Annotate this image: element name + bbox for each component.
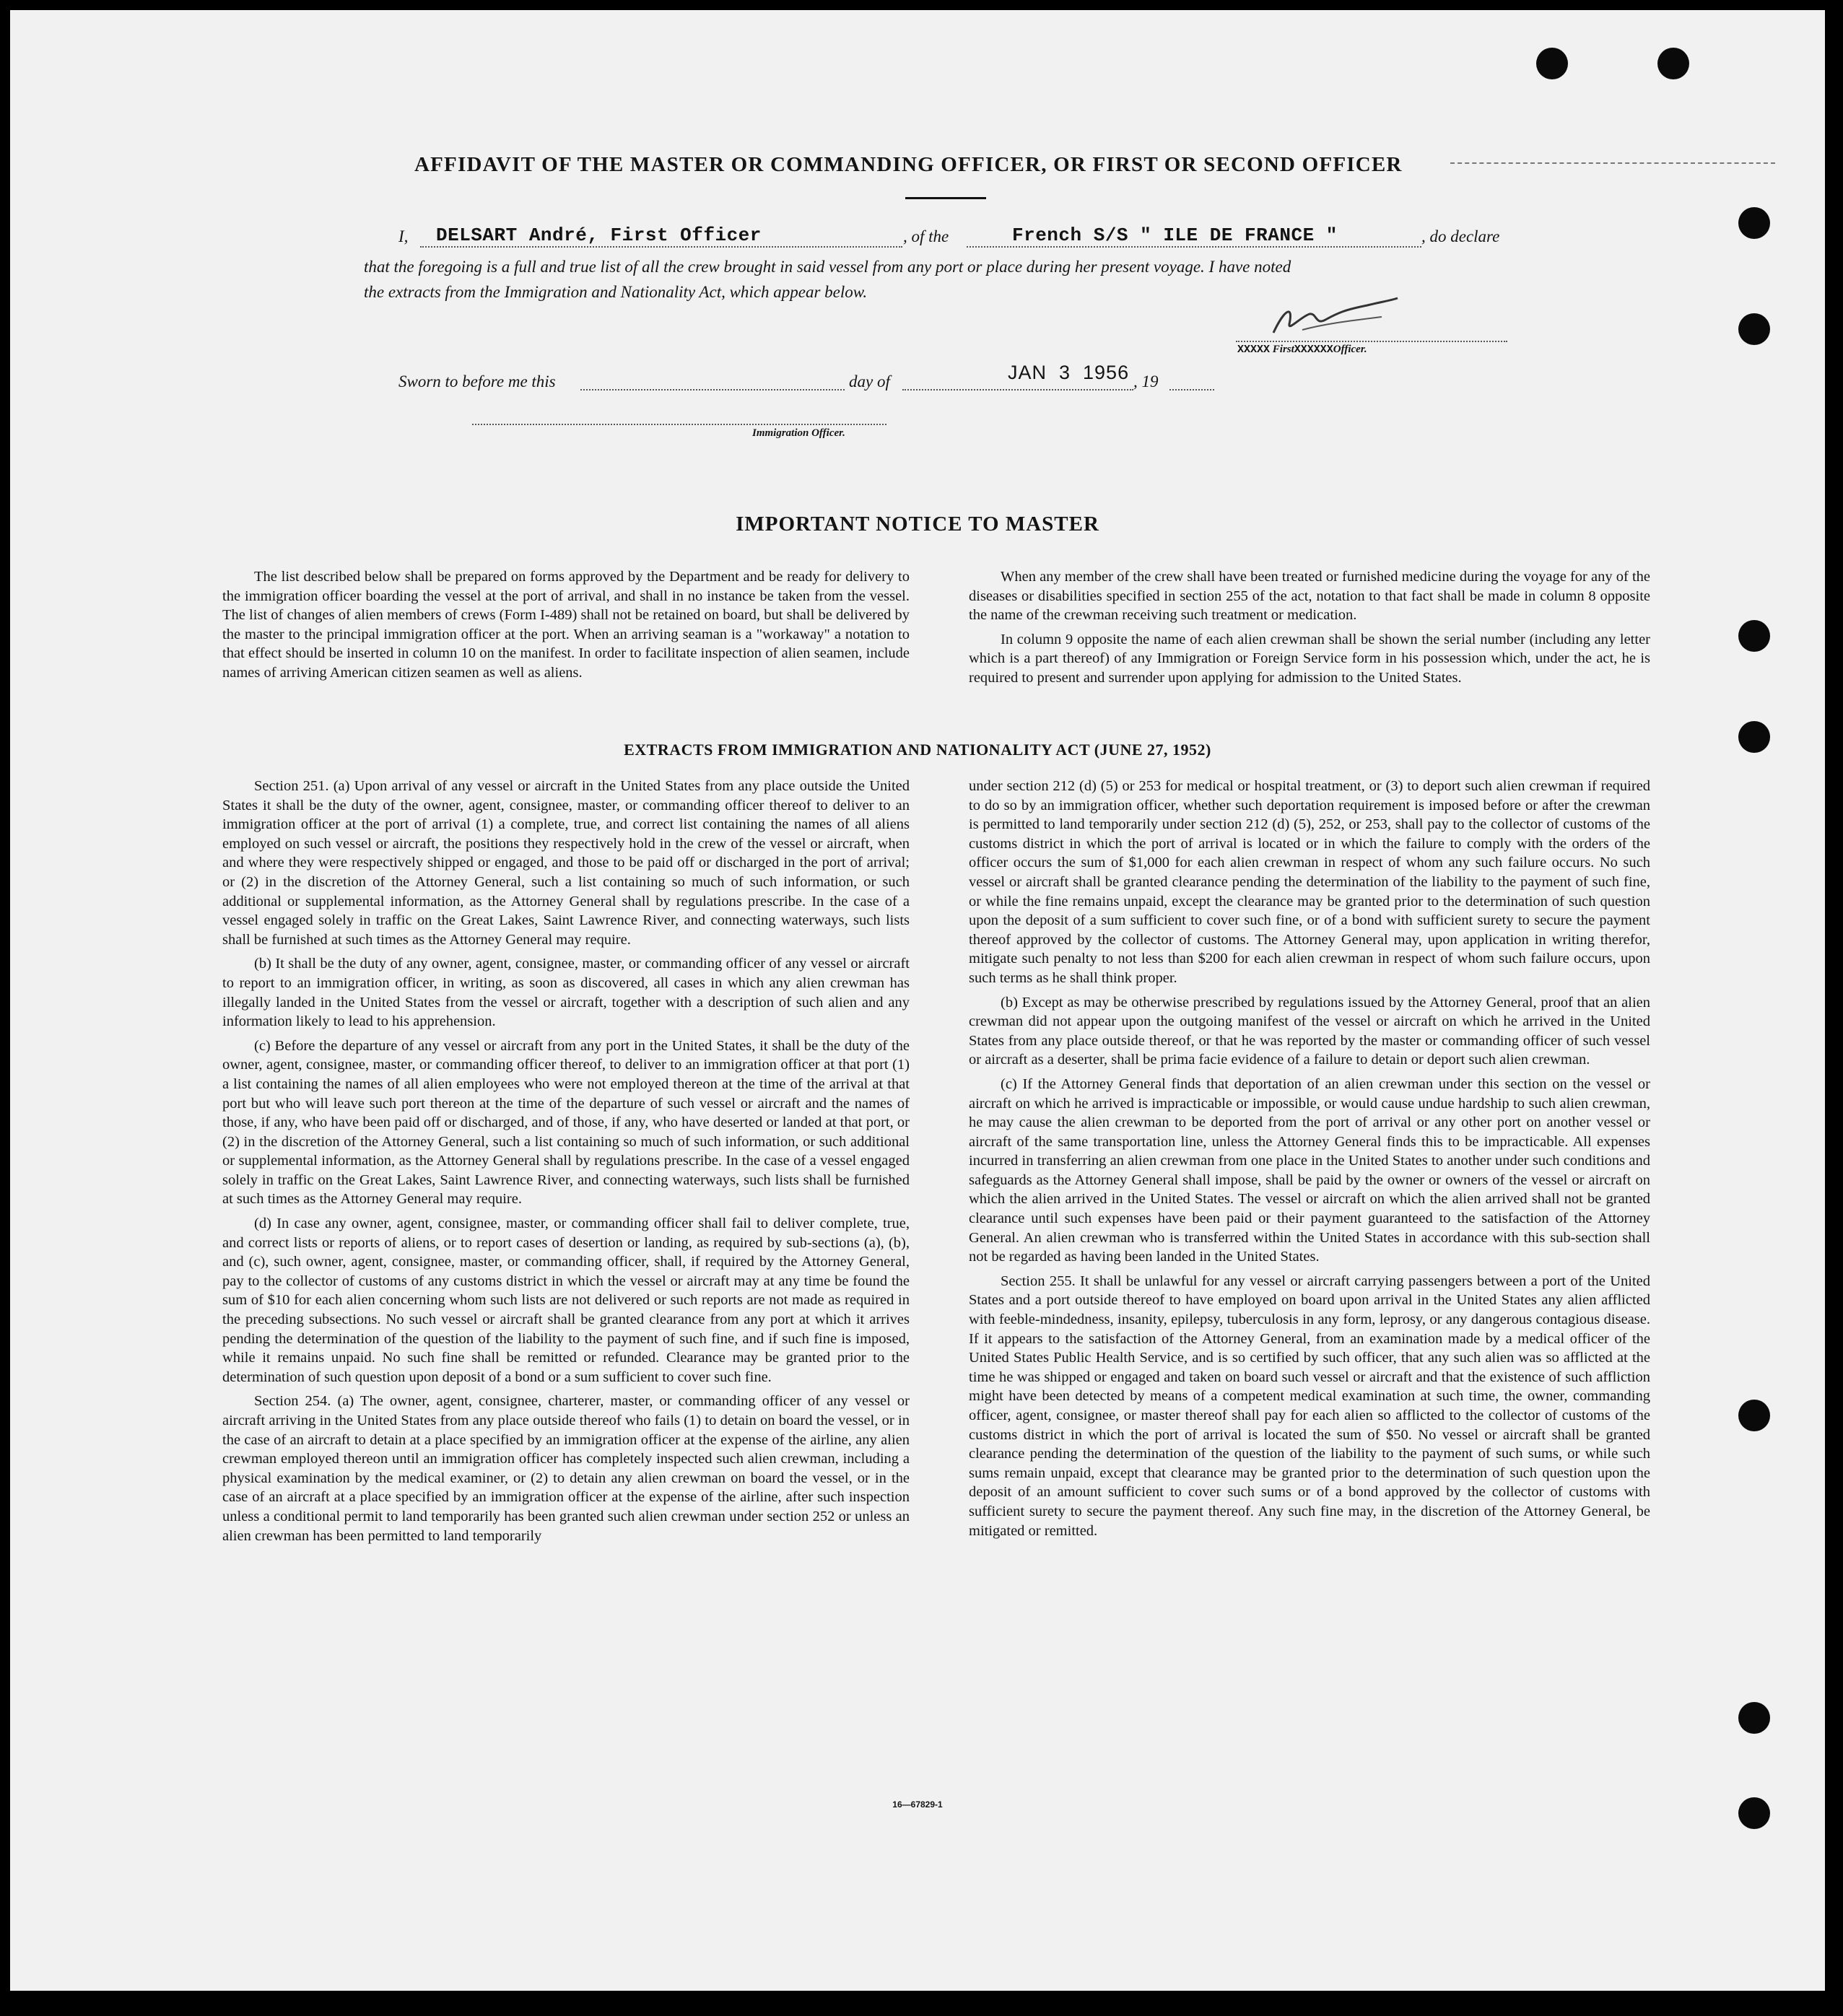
affidavit-title: AFFIDAVIT OF THE MASTER OR COMMANDING OFFICER, OR FIRST OR SECOND OFFICER	[414, 153, 1403, 176]
form-number: 16—67829-1	[892, 1799, 943, 1810]
punch-hole	[1536, 48, 1568, 79]
act-section-paragraph: (d) In case any owner, agent, consignee, master, or commanding officer shall fail to deliver complete, true, and correct lists or reports of aliens, or to report cases of desertion or landing, as required by sub-sections (a), (b), and (c), such owner, agent, consignee, master, or commanding officer, shall, if required by the Attorney General, pay to the collector of customs of any customs district in which the vessel or aircraft may at any time be found the sum of $10 for each alien concerning whom such lists are not delivered or such reports are not made as required in the preceding subsections. No such vessel or aircraft shall be granted clearance from any port at which it arrives pending the determination of the question of the liability to the payment of such fine, and if such fine is imposed, while it remains unpaid. No such fine shall be remitted or refunded. Clearance may be granted prior to the determination of such question upon deposit of a bond or a sum sufficient to cover such fine.	[222, 1216, 910, 1385]
punch-hole	[1738, 207, 1770, 239]
notice-paragraph: The list described below shall be prepared on forms approved by the Department and be ready for delivery to the immigration officer boarding the vessel at the port of arrival, and shall in no instance be taken from the vessel. The list of changes of alien members of crews (Form I-489) shall not be retained on board, but shall be delivered by the master to the principal immigration officer at the port. When an arriving seaman is a "workaway" a notation to that effect should be inserted in column 10 on the manifest. In order to facilitate inspection of alien seamen, include names of arriving American citizen seamen as well as aliens.	[222, 569, 910, 681]
first-label: First	[1272, 344, 1294, 355]
name-blank	[420, 246, 902, 248]
immigration-officer-line	[472, 424, 886, 425]
officer-title-line	[1237, 344, 1367, 356]
act-section-paragraph: (c) Before the departure of any vessel or aircraft from any port in the United States, it shall be the duty of the owner, agent, consignee, master, or commanding officer thereof, to deliver to an immigration officer at that port (1) a list containing the names of all alien employees who were not employed thereon at the time of the arrival at that port but who will leave such port thereon at the time of the departure of such vessel or aircraft and the names of those, if any, who have been paid off or discharged, and of those, if any, who have deserted or landed at that port, or (2) in the discretion of the Attorney General, such a list containing so much of such information, or such additional or supplemental information, as the Attorney General shall by regulations prescribe. In the case of a vessel engaged solely in traffic on the Great Lakes, Saint Lawrence River, and connecting waterways, such lists shall be furnished at such times as the Attorney General may require.	[222, 1037, 910, 1208]
act-section-paragraph: (b) Except as may be otherwise prescribed by regulations issued by the Attorney General, proof that an alien crewman did not appear upon the outgoing manifest of the vessel or aircraft on which he arrived in the United States from any place outside thereof, or that he was reported by the master or commanding officer of such vessel or aircraft as a deserter, shall be prima facie evidence of a failure to detain or deport such alien crewman.	[969, 994, 1650, 1068]
vessel-name: French S/S " ILE DE FRANCE "	[1012, 224, 1338, 246]
act-section-paragraph: (c) If the Attorney General finds that deportation of an alien crewman under this section on the vessel or aircraft on which he arrived is impracticable or impossible, or would cause undue hardship to such alien crewman, he may cause the alien crewman to be deported from the port of arrival or any other port on another vessel or aircraft of the same transportation line, unless the Attorney General finds this to be impracticable. All expenses incurred in transferring an alien crewman from one place in the United States to another under such conditions and safeguards as the Attorney General shall impose, shall be paid by the owner or owners of the vessel or aircraft on which the alien arrived in the United States. The vessel or aircraft on which the alien arrived shall not be granted clearance until such expenses have been paid or their payment guaranteed to the satisfaction of the Attorney General. An alien crewman who is transferred within the United States in accordance with this sub-section shall not be regarded as having been landed in the United States.	[969, 1075, 1650, 1265]
extracts-left-column	[222, 777, 910, 1550]
signature-line	[1236, 341, 1507, 342]
notice-left-column	[222, 567, 910, 688]
notice-paragraph: When any member of the crew shall have been treated or furnished medicine during the voyage for any of the diseases or disabilities specified in section 255 of the act, notation to that fact shall be made in column 8 opposite the name of the crewman receiving such treatment or medication.	[969, 569, 1650, 624]
year-blank	[1169, 389, 1214, 390]
decl-do-declare: , do declare	[1421, 227, 1500, 245]
decl-of-the: , of the	[903, 227, 949, 245]
act-section-paragraph: Section 251. (a) Upon arrival of any vessel or aircraft in the United States from any place outside the United States it shall be the duty of the owner, agent, consignee, master, or commanding officer thereof to deliver to an immigration officer at the port of arrival (1) a complete, true, and correct list containing the names of all aliens employed on such vessel or aircraft, the positions they respectively hold in the crew of the vessel or aircraft, when and where they were respectively shipped or engaged, and those to be paid off or discharged in the port of arrival; or (2) in the discretion of the Attorney General, such a list containing so much of such information, or such additional or supplemental information, as the Attorney General shall by regulations prescribe. In the case of a vessel engaged solely in traffic on the Great Lakes, Saint Lawrence River, and connecting waterways, such lists shall be furnished at such times as the Attorney General may require.	[222, 778, 910, 948]
punch-hole	[1738, 1702, 1770, 1734]
year-prefix: , 19	[1133, 372, 1159, 390]
signature-image	[1259, 288, 1403, 346]
punch-hole	[1738, 1400, 1770, 1431]
date-stamp: JAN 3 1956	[1008, 362, 1130, 383]
struck-master-label: XXXXX	[1237, 344, 1271, 356]
struck-commanding-label: XXXXXX	[1294, 344, 1333, 356]
title-rule	[905, 197, 986, 199]
extracts-title: EXTRACTS FROM IMMIGRATION AND NATIONALITY ACT (JUNE 27, 1952)	[624, 741, 1211, 759]
act-section-paragraph: Section 255. It shall be unlawful for any vessel or aircraft carrying passengers between a port of the United States and a port outside thereof to have employed on board upon arrival in the United States any alien afflicted with feeble-mindedness, insanity, epilepsy, tuberculosis in any form, leprosy, or any dangerous contagious disease. If it appears to the satisfaction of the Attorney General, from an examination made by a medical officer of the United States Public Health Service, and is so certified by such officer, that any such alien was so afflicted at the time he was shipped or engaged and taken on board such vessel or aircraft and that the existence of such affliction might have been detected by means of a competent medical examination at such time, the owner, commanding officer, agent, consignee, or master thereof shall pay for each alien so afflicted to the collector of customs of the customs district in which the port of arrival is located the sum of $50. No vessel or aircraft shall be granted clearance pending the determination of the question of the liability to the payment of such sums, or while such sums remain unpaid, except that clearance may be granted prior to the determination of such question upon the deposit of an amount sufficient to cover such sums or of a bond approved by the collector of customs with sufficient surety to secure the payment thereof. Any such fine may, in the discretion of the Attorney General, be mitigated or remitted.	[969, 1273, 1650, 1539]
punch-hole	[1738, 620, 1770, 652]
document-page	[10, 10, 1825, 1991]
officer-suffix: Officer.	[1333, 344, 1367, 355]
decl-prefix: I,	[398, 227, 409, 245]
notice-paragraph: In column 9 opposite the name of each alien crewman shall be shown the serial number (including any letter which is a part thereof) of any Immigration or Foreign Service form in his possession which, under the act, he is required to present and surrender upon applying for admission to the United States.	[969, 631, 1650, 686]
decl-line-3: the extracts from the Immigration and Nationality Act, which appear below.	[364, 283, 868, 301]
extracts-right-column	[969, 777, 1650, 1545]
act-section-paragraph: (b) It shall be the duty of any owner, agent, consignee, master, or commanding officer of any vessel or aircraft to report to an immigration officer, in writing, as soon as discovered, all cases in which any alien crewman has illegally landed in the United States from the vessel or aircraft, together with a description of such alien and any information likely to lead to his apprehension.	[222, 956, 910, 1030]
punch-hole	[1738, 313, 1770, 345]
day-of-label: day of	[849, 372, 890, 390]
decl-line-2: that the foregoing is a full and true list of all the crew brought in said vessel from any port or place during her present voyage. I have noted	[364, 258, 1291, 276]
notice-right-column	[969, 567, 1650, 693]
act-section-paragraph: Section 254. (a) The owner, agent, consignee, charterer, master, or commanding officer of any vessel or aircraft arriving in the United States from any place outside thereof who fails (1) to detain on board the vessel, or in the case of an aircraft to detain at a place specified by an immigration officer at the expense of the airline, any alien crewman employed thereon until an immigration officer has completely inspected such alien crewman, including a physical examination by the medical examiner, or (2) to detain any alien crewman on board the vessel, or in the case of an aircraft at a place specified by an immigration officer at the expense of the airline, after such inspection unless a conditional permit to land temporarily has been granted such alien crewman under section 252 or unless an alien crewman has been permitted to land temporarily	[222, 1393, 910, 1544]
important-notice-title: IMPORTANT NOTICE TO MASTER	[736, 512, 1099, 536]
vessel-blank	[967, 246, 1421, 248]
title-dashed-line	[1450, 162, 1775, 164]
sworn-label: Sworn to before me this	[398, 372, 556, 390]
officer-name: DELSART André, First Officer	[436, 224, 762, 246]
act-section-paragraph: under section 212 (d) (5) or 253 for medical or hospital treatment, or (3) to deport such alien crewman if required to do so by an immigration officer, whether such deportation requirement is imposed before or after the crewman is permitted to land temporarily under section 212 (d) (5), 252, or 253, shall pay to the collector of customs of the customs district in which the port of arrival is located or in which the failure to comply with the orders of the officer occurs the sum of $1,000 for each alien crewman in respect of whom any such failure occurs. No such vessel or aircraft shall be granted clearance pending the determination of the liability to the payment of such fine, or while the fine remains unpaid, except the clearance may be granted prior to the determination of such question upon the deposit of a sum sufficient to cover such fine, or of a bond with sufficient surety to secure the payment thereof approved by the collector of customs. The Attorney General may, upon application in writing therefor, mitigate such penalty to not less than $200 for each alien crewman in respect of whom such failure occurs, upon such terms as he shall think proper.	[969, 778, 1650, 986]
immigration-officer-label: Immigration Officer.	[752, 427, 845, 439]
punch-hole	[1657, 48, 1689, 79]
sworn-month-blank	[902, 389, 1133, 390]
sworn-day-blank	[580, 389, 845, 390]
